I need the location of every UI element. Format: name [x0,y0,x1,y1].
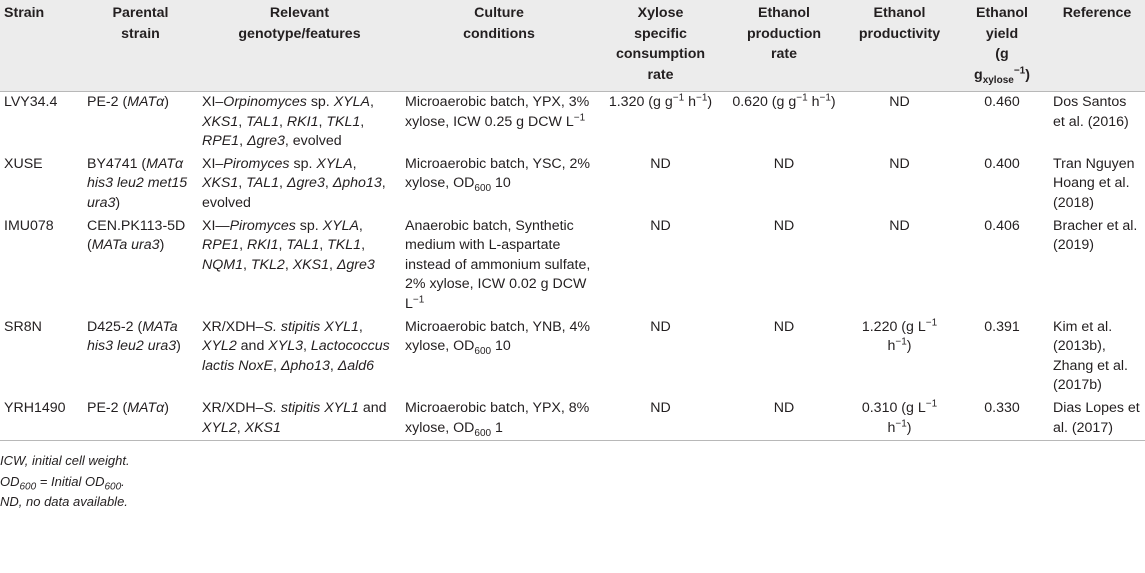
cell-ethanol-rate: ND [773,217,795,234]
cell-genotype: XI–Piromyces sp. XYLA, XKS1, TAL1, Δgre3, Δpho13, evolved [202,155,386,211]
cell-genotype: XI–Orpinomyces sp. XYLA, XKS1, TAL1, RKI1, TKL1, RPE1, Δgre3, evolved [202,94,374,150]
col-header-genotype: Relevant genotype/features [198,0,401,92]
cell-yield: 0.406 [984,217,1020,234]
cell-parental-strain: PE-2 (MATα) [87,94,169,110]
cell-strain: YRH1490 [0,398,83,441]
cell-strain: LVY34.4 [4,94,58,110]
cell-culture-conditions: Microaerobic batch, YPX, 8% xylose, $OD_{600}$ 1 [401,398,597,441]
col-header-parental-strain: Parental strain [83,0,198,92]
cell-xylose-rate: ND [650,217,671,234]
cell-productivity: 1.220 (g $L^{-1}$ $h^{-1}$) [861,316,938,355]
col-header-xylose-consumption-rate: Xylose specific consumption rate [597,0,724,92]
cell-yield: 0.460 [984,94,1020,110]
col-header-culture-conditions: Culture conditions [401,0,597,92]
cell-ethanol-rate: ND [724,398,844,441]
cell-genotype: XR/XDH–S. stipitis XYL1 and XYL2, XKS1 [198,398,401,441]
cell-yield: 0.330 [955,398,1049,441]
cell-yield: 0.400 [984,155,1020,172]
col-header-strain: Strain [0,0,83,92]
cell-parental-strain: D425-2 (MATa his3 leu2 ura3) [87,318,181,355]
cell-productivity: ND [889,155,910,172]
cell-xylose-rate: ND [650,155,671,172]
cell-xylose-rate: ND [650,318,671,335]
col-header-ethanol-productivity: Ethanol productivity [844,0,955,92]
cell-reference: Kim et al. (2013b), Zhang et al. (2017b) [1053,318,1128,394]
cell-genotype: XR/XDH–S. stipitis XYL1, XYL2 and XYL3, Lactococcus lactis NoxE, Δpho13, Δald6 [202,318,390,374]
cell-reference: Bracher et al. (2019) [1053,217,1138,254]
col-header-ethanol-production-rate: Ethanol production rate [724,0,844,92]
cell-parental-strain: BY4741 (MATα his3 leu2 met15 ura3) [87,155,188,211]
col-header-ethanol-yield: Ethanol yield (g $g_{xylose}^{-1}$) [955,0,1049,92]
cell-culture-conditions: Microaerobic batch, YPX, 3% xylose, ICW 0.25 g DCW $L^{-1}$ [405,94,590,130]
cell-culture-conditions: Microaerobic batch, YNB, 4% xylose, $OD_{600}$ 10 [405,318,591,357]
table-footnotes [0,441,1145,513]
cell-reference: Dos Santos et al. (2016) [1053,94,1129,130]
table-row [0,398,1145,441]
cell-reference: Dias Lopes et al. (2017) [1049,398,1145,441]
cell-yield: 0.391 [984,318,1020,335]
cell-productivity: ND [889,217,910,234]
cell-ethanol-rate: ND [773,155,795,172]
footnote-icw: ICW, initial cell weight. [0,453,130,469]
table-row [0,216,1145,317]
cell-strain: SR8N [4,318,42,335]
cell-productivity: 0.310 (g $L^{-1}$ $h^{-1}$) [844,398,955,441]
table-row [0,92,1145,154]
col-header-reference: Reference [1049,0,1145,92]
cell-xylose-rate: ND [597,398,724,441]
cell-culture-conditions: Anaerobic batch, Synthetic medium with L-aspartate instead of ammonium sulfate, 2% xylose, ICW 0.02 g DCW $L^{-1}$ [405,217,591,312]
cell-culture-conditions: Microaerobic batch, YSC, 2% xylose, $OD_{600}$ 10 [405,155,591,195]
cell-productivity: ND [889,94,910,110]
cell-parental-strain: CEN.PK113-5D (MATa ura3) [87,217,186,254]
cell-parental-strain: PE-2 (MATα) [83,398,198,441]
cell-ethanol-rate: 0.620 (g $g^{-1}$ $h^{-1}$) [732,92,836,110]
cell-reference: Tran Nguyen Hoang et al. (2018) [1053,155,1135,211]
cell-xylose-rate: 1.320 (g $g^{-1}$ $h^{-1}$) [608,92,713,110]
cell-genotype: XI—Piromyces sp. XYLA, RPE1, RKI1, TAL1, TKL1, NQM1, TKL2, XKS1, Δgre3 [202,217,375,273]
cell-ethanol-rate: ND [773,318,795,335]
table-row [0,317,1145,398]
cell-strain: XUSE [4,155,43,172]
cell-strain: IMU078 [4,217,54,234]
table-header-row [0,0,1145,92]
table-row [0,154,1145,216]
footnote-nd: ND, no data available. [0,494,128,510]
footnote-od600: $OD_{600}$ = Initial $OD_{600}$. [0,473,125,493]
